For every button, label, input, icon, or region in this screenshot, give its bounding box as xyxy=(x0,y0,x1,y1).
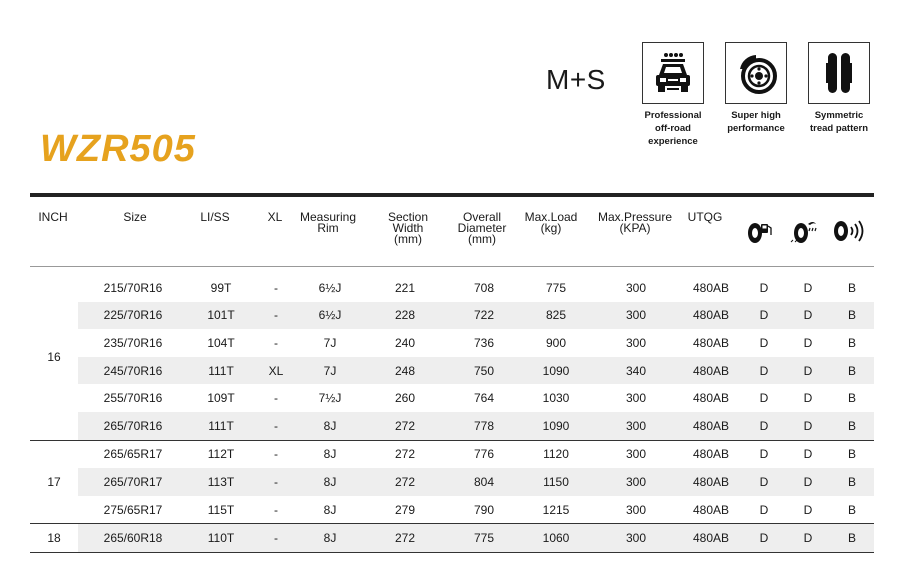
pressure-cell: 300 xyxy=(625,280,647,295)
liss-cell: 113T xyxy=(188,468,254,496)
rim-cell: 8J xyxy=(298,412,362,440)
rim-cell: 6½J xyxy=(318,280,342,295)
liss-cell: 115T xyxy=(207,502,235,517)
load-cell: 1060 xyxy=(520,524,592,553)
noise-cell: B xyxy=(847,335,856,350)
feature-caption-line: tread pattern xyxy=(809,123,869,134)
liss-cell: 109T xyxy=(207,391,235,406)
fuel-efficiency-icon xyxy=(746,218,774,249)
noise-cell: B xyxy=(830,357,874,385)
size-cell: 265/65R17 xyxy=(78,440,188,468)
header-pressure xyxy=(590,212,680,234)
header-load-line: Max.Load xyxy=(524,210,578,224)
noise-icon xyxy=(831,218,865,249)
noise-cell: B xyxy=(830,412,874,440)
size-cell: 225/70R16 xyxy=(78,302,188,330)
pressure-cell: 340 xyxy=(592,357,680,385)
width-cell: 228 xyxy=(362,302,448,330)
noise-cell: B xyxy=(847,280,856,295)
feature-performance xyxy=(714,42,798,135)
diameter-cell: 775 xyxy=(448,524,520,553)
noise-cell: B xyxy=(847,391,856,406)
pressure-cell: 300 xyxy=(592,440,680,468)
table-row xyxy=(30,357,874,385)
table-row xyxy=(30,496,874,524)
size-cell: 275/65R17 xyxy=(103,502,163,517)
header-xl: XL xyxy=(267,210,283,224)
utqg-cell: 480AB xyxy=(692,280,730,295)
header-pressure-line: Max.Pressure xyxy=(597,210,673,224)
feature-caption-line: Professional xyxy=(644,110,702,121)
header-underline xyxy=(30,266,874,267)
feature-caption-line: Symmetric xyxy=(814,110,864,121)
fuel-cell: D xyxy=(742,357,786,385)
inch-cell: 17 xyxy=(30,440,78,524)
fuel-cell: D xyxy=(742,440,786,468)
rim-cell: 7J xyxy=(298,357,362,385)
utqg-cell: 480AB xyxy=(680,440,742,468)
utqg-cell: 480AB xyxy=(680,524,742,553)
width-cell: 272 xyxy=(362,412,448,440)
xl-cell: - xyxy=(274,391,278,406)
pressure-cell: 300 xyxy=(592,468,680,496)
rim-cell: 8J xyxy=(323,502,337,517)
tyre-spec-table xyxy=(30,274,874,553)
wet-cell: D xyxy=(786,440,830,468)
header-liss: LI/SS xyxy=(200,210,230,224)
header-diameter-line: Overall xyxy=(462,210,501,224)
liss-cell: 104T xyxy=(207,335,235,350)
size-cell: 265/70R17 xyxy=(78,468,188,496)
size-cell: 215/70R16 xyxy=(103,280,163,295)
rim-cell: 7J xyxy=(323,335,337,350)
table-row xyxy=(30,274,874,302)
wet-grip-icon xyxy=(789,218,819,249)
header-width xyxy=(378,212,438,245)
table-row xyxy=(30,302,874,330)
diameter-cell: 790 xyxy=(473,502,495,517)
offroad-truck-icon xyxy=(642,42,704,104)
table-row xyxy=(30,384,874,412)
utqg-cell: 480AB xyxy=(680,302,742,330)
load-cell: 1215 xyxy=(542,502,570,517)
wet-cell: D xyxy=(786,524,830,553)
header-inch: INCH xyxy=(38,210,68,224)
rim-cell: 8J xyxy=(298,468,362,496)
fuel-cell: D xyxy=(759,280,769,295)
diameter-cell: 776 xyxy=(448,440,520,468)
wet-cell: D xyxy=(803,335,813,350)
liss-cell: 111T xyxy=(188,412,254,440)
diameter-cell: 750 xyxy=(448,357,520,385)
width-cell: 260 xyxy=(394,391,416,406)
width-cell: 248 xyxy=(362,357,448,385)
noise-cell: B xyxy=(830,468,874,496)
width-cell: 272 xyxy=(362,524,448,553)
model-title: WZR505 xyxy=(40,128,196,170)
utqg-cell: 480AB xyxy=(680,412,742,440)
liss-cell: 101T xyxy=(188,302,254,330)
rim-cell: 8J xyxy=(298,524,362,553)
rim-cell: 8J xyxy=(298,440,362,468)
symmetric-tread-icon xyxy=(808,42,870,104)
rim-cell: 6½J xyxy=(298,302,362,330)
load-cell: 1090 xyxy=(520,412,592,440)
xl-cell: - xyxy=(254,412,298,440)
table-row xyxy=(30,524,874,553)
xl-cell: XL xyxy=(254,357,298,385)
liss-cell: 99T xyxy=(210,280,232,295)
liss-cell: 112T xyxy=(188,440,254,468)
feature-caption-line: Super high xyxy=(731,110,781,121)
diameter-cell: 804 xyxy=(448,468,520,496)
wet-cell: D xyxy=(803,391,813,406)
noise-cell: B xyxy=(830,524,874,553)
xl-cell: - xyxy=(274,335,278,350)
pressure-cell: 300 xyxy=(592,302,680,330)
header-width-line: Section xyxy=(387,210,429,224)
wet-cell: D xyxy=(786,357,830,385)
pressure-cell: 300 xyxy=(592,412,680,440)
wet-cell: D xyxy=(786,468,830,496)
width-cell: 279 xyxy=(394,502,416,517)
size-cell: 255/70R16 xyxy=(103,391,163,406)
width-cell: 240 xyxy=(394,335,416,350)
header-width-line: Width xyxy=(392,221,424,235)
diameter-cell: 736 xyxy=(473,335,495,350)
width-cell: 272 xyxy=(362,468,448,496)
xl-cell: - xyxy=(254,440,298,468)
wet-cell: D xyxy=(786,302,830,330)
mud-snow-label: M+S xyxy=(546,64,606,95)
inch-cell: 16 xyxy=(47,349,61,364)
brake-disc-icon xyxy=(725,42,787,104)
xl-cell: - xyxy=(254,468,298,496)
fuel-cell: D xyxy=(759,335,769,350)
header-rim-line: Rim xyxy=(317,221,339,235)
header-diameter-line: (mm) xyxy=(468,232,496,246)
fuel-cell: D xyxy=(742,412,786,440)
noise-cell: B xyxy=(847,502,856,517)
utqg-cell: 480AB xyxy=(692,335,730,350)
load-cell: 900 xyxy=(545,335,567,350)
diameter-cell: 764 xyxy=(473,391,495,406)
table-row xyxy=(30,468,874,496)
size-cell: 235/70R16 xyxy=(103,335,163,350)
header-rim-line: Measuring xyxy=(299,210,357,224)
fuel-cell: D xyxy=(742,468,786,496)
pressure-cell: 300 xyxy=(592,524,680,553)
size-cell: 265/60R18 xyxy=(78,524,188,553)
load-cell: 775 xyxy=(545,280,567,295)
header-rim xyxy=(292,212,364,234)
feature-caption-line: experience xyxy=(648,136,698,147)
wet-cell: D xyxy=(786,412,830,440)
rim-cell: 7½J xyxy=(318,391,342,406)
xl-cell: - xyxy=(274,280,278,295)
pressure-cell: 300 xyxy=(625,502,647,517)
header-rule xyxy=(30,193,874,197)
utqg-cell: 480AB xyxy=(680,468,742,496)
noise-cell: B xyxy=(830,440,874,468)
fuel-cell: D xyxy=(759,391,769,406)
load-cell: 1120 xyxy=(520,440,592,468)
wet-cell: D xyxy=(803,502,813,517)
width-cell: 221 xyxy=(394,280,416,295)
xl-cell: - xyxy=(254,302,298,330)
header-load-line: (kg) xyxy=(540,221,562,235)
diameter-cell: 708 xyxy=(473,280,495,295)
header-size: Size xyxy=(123,210,147,224)
table-row xyxy=(30,329,874,357)
header-diameter xyxy=(450,212,514,245)
utqg-cell: 480AB xyxy=(680,357,742,385)
header-load xyxy=(518,212,584,234)
utqg-cell: 480AB xyxy=(692,391,730,406)
feature-caption-line: performance xyxy=(727,123,785,134)
noise-cell: B xyxy=(830,302,874,330)
fuel-cell: D xyxy=(759,502,769,517)
table-row xyxy=(30,440,874,468)
feature-tread xyxy=(797,42,881,135)
inch-cell: 18 xyxy=(30,524,78,553)
load-cell: 825 xyxy=(520,302,592,330)
pressure-cell: 300 xyxy=(625,391,647,406)
feature-caption-line: off-road xyxy=(655,123,691,134)
header-width-line: (mm) xyxy=(394,232,422,246)
width-cell: 272 xyxy=(362,440,448,468)
load-cell: 1090 xyxy=(520,357,592,385)
feature-offroad xyxy=(631,42,715,148)
utqg-cell: 480AB xyxy=(692,502,730,517)
header-utqg: UTQG xyxy=(687,210,723,224)
liss-cell: 111T xyxy=(188,357,254,385)
xl-cell: - xyxy=(254,524,298,553)
load-cell: 1030 xyxy=(542,391,570,406)
size-cell: 265/70R16 xyxy=(78,412,188,440)
diameter-cell: 722 xyxy=(448,302,520,330)
fuel-cell: D xyxy=(742,524,786,553)
load-cell: 1150 xyxy=(520,468,592,496)
pressure-cell: 300 xyxy=(625,335,647,350)
fuel-cell: D xyxy=(742,302,786,330)
wet-cell: D xyxy=(803,280,813,295)
table-row xyxy=(30,412,874,440)
liss-cell: 110T xyxy=(188,524,254,553)
xl-cell: - xyxy=(274,502,278,517)
header-diameter-line: Diameter xyxy=(457,221,507,235)
diameter-cell: 778 xyxy=(448,412,520,440)
header-pressure-line: (KPA) xyxy=(619,221,651,235)
size-cell: 245/70R16 xyxy=(78,357,188,385)
